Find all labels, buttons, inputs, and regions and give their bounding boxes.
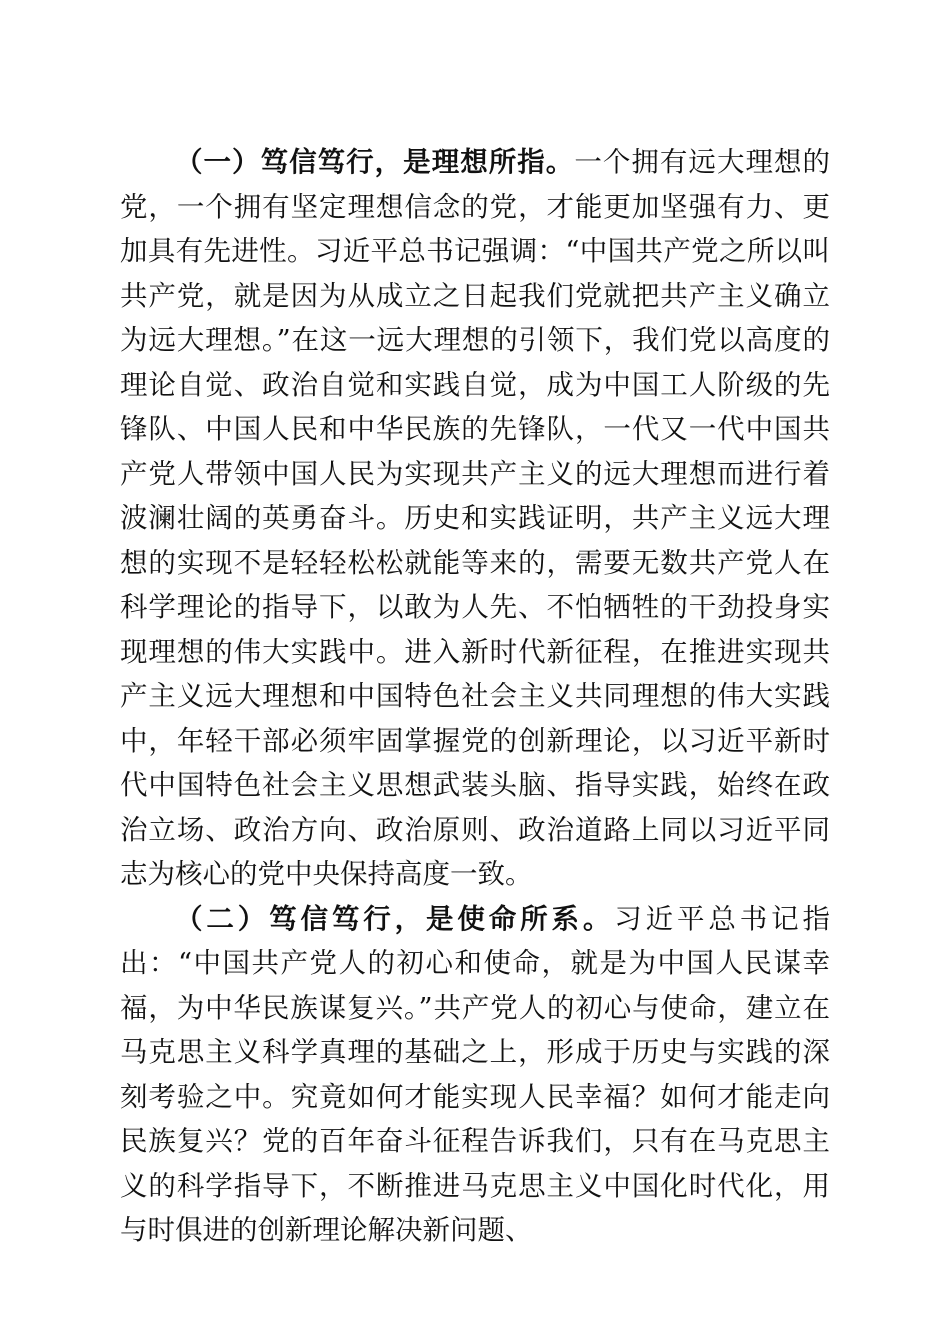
paragraph-ideal	[120, 140, 830, 897]
paragraph-heading: （二）笃信笃行，是使命所系。	[175, 902, 615, 935]
paragraph-heading: （一）笃信笃行，是理想所指。	[175, 146, 575, 178]
paragraph-mission	[120, 897, 830, 1253]
document-page	[120, 140, 830, 1253]
paragraph-body: 习近平总书记指出：“中国共产党人的初心和使命，就是为中国人民谋幸福，为中华民族谋复兴。”共产党人的初心与使命，建立在马克思主义科学真理的基础之上，形成于历史与实践的深刻考验之中。究竟如何才能实现人民幸福？如何才能走向民族复兴？党的百年奋斗征程告诉我们，只有在马克思主义的科学指导下，不断推进马克思主义中国化时代化，用与时俱进的创新理论解决新问题、	[120, 902, 830, 1246]
paragraph-body: 一个拥有远大理想的党，一个拥有坚定理想信念的党，才能更加坚强有力、更加具有先进性。习近平总书记强调：“中国共产党之所以叫共产党，就是因为从成立之日起我们党就把共产主义确立为远大理想。”在这一远大理想的引领下，我们党以高度的理论自觉、政治自觉和实践自觉，成为中国工人阶级的先锋队、中国人民和中华民族的先锋队，一代又一代中国共产党人带领中国人民为实现共产主义的远大理想而进行着波澜壮阔的英勇奋斗。历史和实践证明，共产主义远大理想的实现不是轻轻松松就能等来的，需要无数共产党人在科学理论的指导下，以敢为人先、不怕牺牲的干劲投身实现理想的伟大实践中。进入新时代新征程，在推进实现共产主义远大理想和中国特色社会主义共同理想的伟大实践中，年轻干部必须牢固掌握党的创新理论，以习近平新时代中国特色社会主义思想武装头脑、指导实践，始终在政治立场、政治方向、政治原则、政治道路上同以习近平同志为核心的党中央保持高度一致。	[120, 146, 831, 890]
